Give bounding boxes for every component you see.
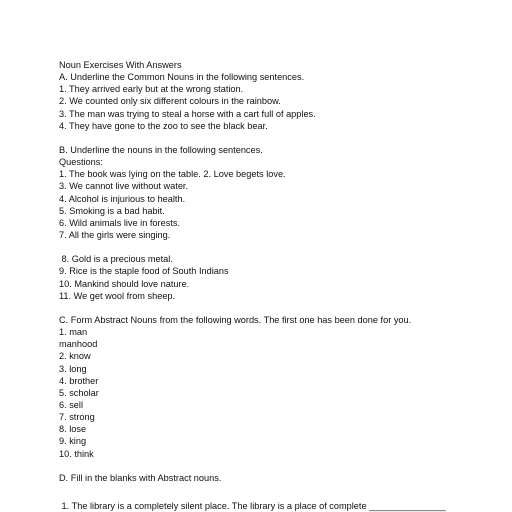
section-c-item: 9. king	[59, 436, 87, 447]
section-d-instruction: D. Fill in the blanks with Abstract nouns.	[59, 472, 222, 483]
section-b-item: 10. Mankind should love nature.	[59, 278, 190, 289]
paragraph-gap	[59, 460, 504, 472]
section-b-questions-label: Questions:	[59, 157, 103, 168]
section-b-item: 5. Smoking is a bad habit.	[59, 205, 165, 216]
section-b-item: 6. Wild animals live in forests.	[59, 217, 181, 228]
section-c-item: 2. know	[59, 351, 91, 362]
section-c-example-answer: manhood	[59, 339, 98, 350]
section-c-item: 1. man	[59, 327, 88, 338]
section-a-instruction: A. Underline the Common Nouns in the following sentences.	[59, 72, 305, 83]
section-c-item: 8. lose	[59, 424, 87, 435]
section-b-instruction: B. Underline the nouns in the following sentences.	[59, 144, 263, 155]
section-a-item: 4. They have gone to the zoo to see the black bear.	[59, 120, 268, 131]
paragraph-gap	[59, 302, 504, 314]
section-c-item: 5. scholar	[59, 387, 99, 398]
section-c-item: 10. think	[59, 448, 94, 459]
section-d-item: 1. The library is a completely silent place. The library is a place of complete _______________	[59, 500, 446, 511]
section-c-item: 3. long	[59, 363, 87, 374]
paragraph-gap	[59, 484, 504, 500]
section-c-item: 7. strong	[59, 412, 95, 423]
section-a-item: 2. We counted only six different colours in the rainbow.	[59, 96, 281, 107]
section-b-item: 4. Alcohol is injurious to health.	[59, 193, 186, 204]
section-b-item: 11. We get wool from sheep.	[59, 290, 176, 301]
section-c-instruction: C. Form Abstract Nouns from the following words. The first one has been done for you.	[59, 314, 412, 325]
section-b-item: 1. The book was lying on the table. 2. Love begets love.	[59, 169, 286, 180]
paragraph-gap	[59, 241, 504, 253]
paragraph-gap	[59, 132, 504, 144]
section-c-item: 6. sell	[59, 399, 84, 410]
document-title: Noun Exercises With Answers	[59, 60, 182, 70]
section-a-item: 3. The man was trying to steal a horse with a cart full of apples.	[59, 108, 316, 119]
section-b-item: 7. All the girls were singing.	[59, 229, 171, 240]
section-b-item: 3. We cannot live without water.	[59, 181, 189, 192]
document-body	[59, 59, 504, 512]
section-a-item: 1. They arrived early but at the wrong station.	[59, 84, 244, 95]
section-b-item: 9. Rice is the staple food of South Indians	[59, 266, 229, 277]
section-c-item: 4. brother	[59, 375, 99, 386]
section-b-item: 8. Gold is a precious metal.	[59, 254, 173, 265]
